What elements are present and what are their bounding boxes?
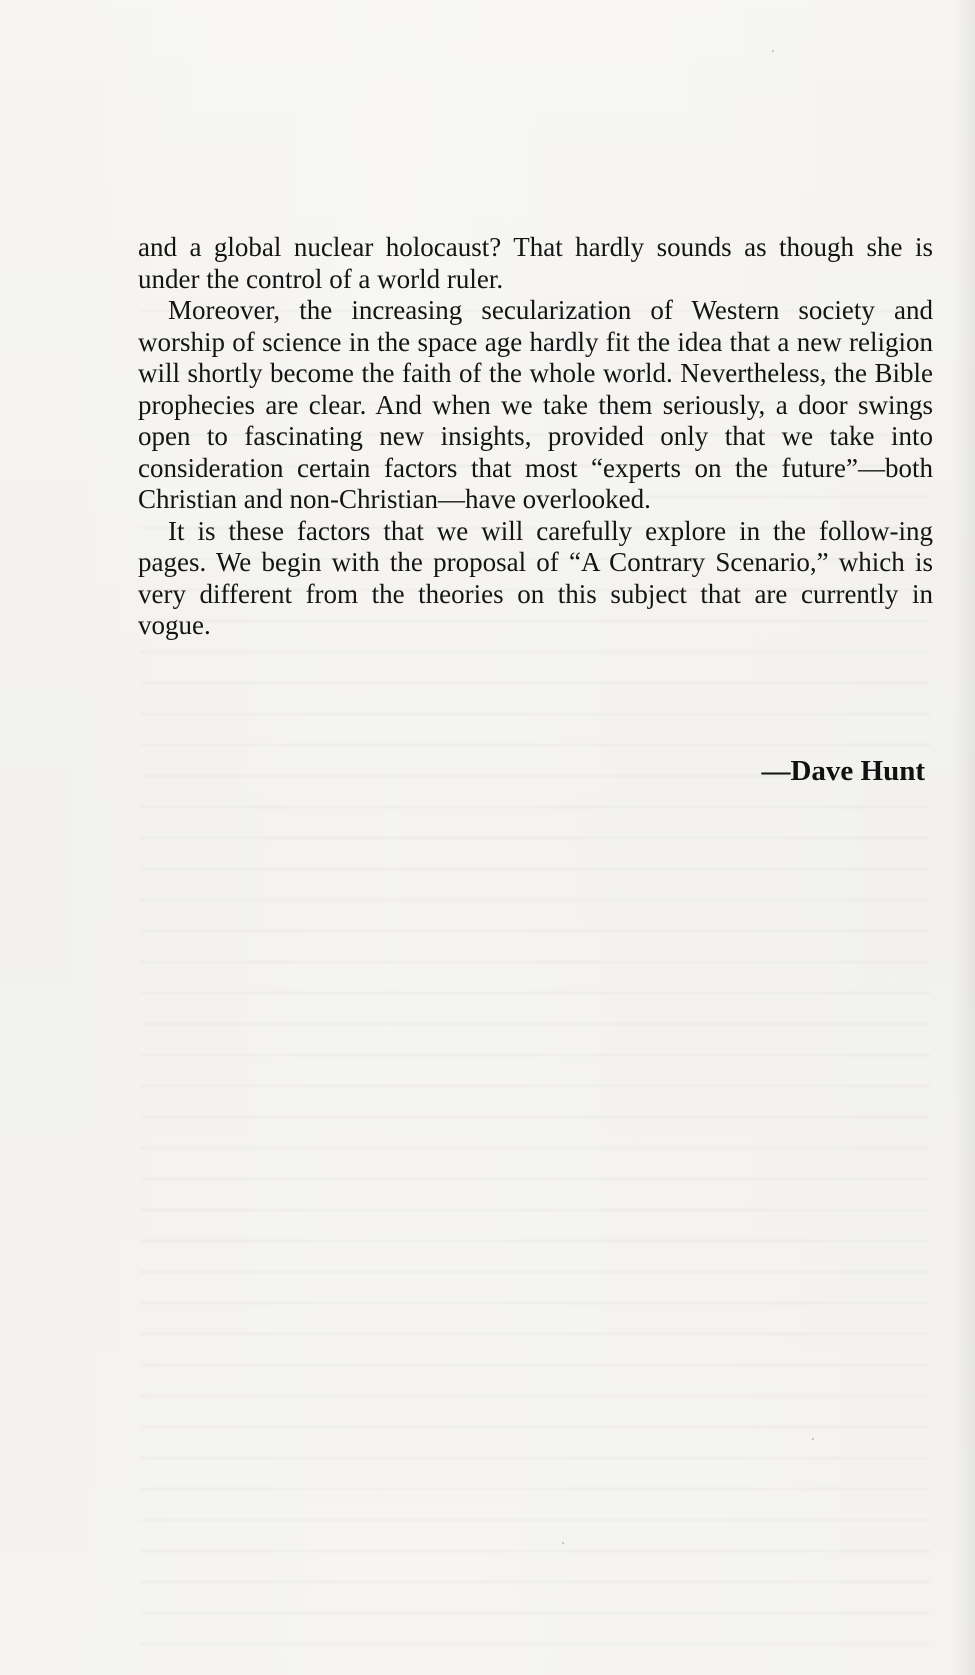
paper-speck: [812, 1438, 814, 1440]
paragraph-secularization: Moreover, the increasing secularization of Western society and worship of science in the space age hardly fit the idea that a new religion will shortly become the faith of the whole world. Nevertheless, the Bible prophecies are clear. And when we take them seriously, a door swings open to fascinating new insights, provided only that we take into consideration certain factors that most “experts on the future”—both Christian and non-Christian—have overlooked.: [138, 295, 933, 514]
page-edge-shadow: [953, 0, 975, 1675]
paragraph-following-pages: It is these factors that we will carefully explore in the follow-ing pages. We begin with the proposal of “A Contrary Scenario,” which is very different from the theories on this subject that are currently in vogue.: [138, 515, 933, 640]
paper-speck: [772, 50, 774, 52]
paragraph-continuation: and a global nuclear holocaust? That hardly sounds as though she is under the control of a world ruler.: [138, 232, 933, 294]
author-signature: —Dave Hunt: [761, 755, 925, 787]
body-text: [138, 232, 933, 642]
paper-speck: [562, 1542, 564, 1544]
